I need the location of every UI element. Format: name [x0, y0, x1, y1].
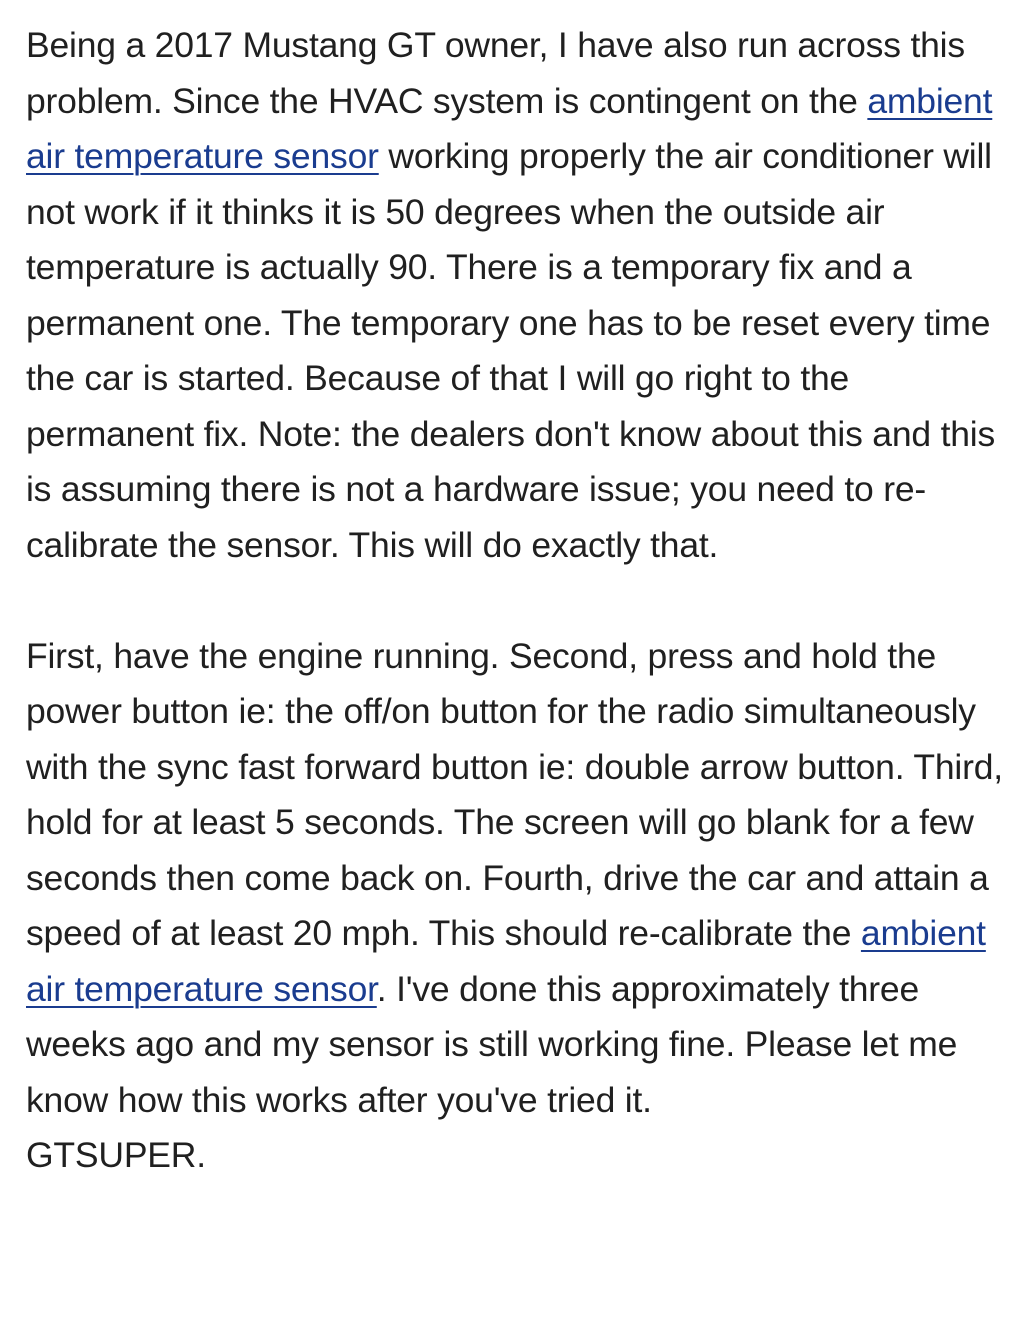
ambient-air-temperature-sensor-link-2[interactable]: ambient air temperature sensor	[26, 913, 986, 1009]
paragraph-2-text-start: First, have the engine running. Second, press and hold the power button ie: the off/on button for the radio simultaneously with the sync fast forward button ie: double arrow button. Third, hold for at least 5 seconds. The screen will go blank for a few seconds then come back on. Fourth, drive the car and attain a speed of at least 20 mph. This should re-calibrate the	[26, 635, 1003, 953]
post-paragraph-1	[26, 18, 1010, 573]
paragraph-1-text-start: Being a 2017 Mustang GT owner, I have also run across this problem. Since the HVAC system is contingent on the	[26, 25, 965, 121]
paragraph-1-text-end: working properly the air conditioner will not work if it thinks it is 50 degrees when the outside air temperature is actually 90. There is a temporary fix and a permanent one. The temporary one has to be reset every time the car is started. Because of that I will go right to the permanent fix. Note: the dealers don't know about this and this is assuming there is not a hardware issue; you need to re-calibrate the sensor. This will do exactly that.	[26, 136, 996, 565]
post-body	[26, 18, 1010, 1184]
paragraph-2-text-end: . I've done this approximately three weeks ago and my sensor is still working fine. Please let me know how this works after you've tried it.	[26, 968, 958, 1120]
author-signature: GTSUPER.	[26, 1135, 206, 1175]
post-paragraph-2	[26, 629, 1010, 1184]
ambient-air-temperature-sensor-link[interactable]: ambient air temperature sensor	[26, 80, 993, 176]
